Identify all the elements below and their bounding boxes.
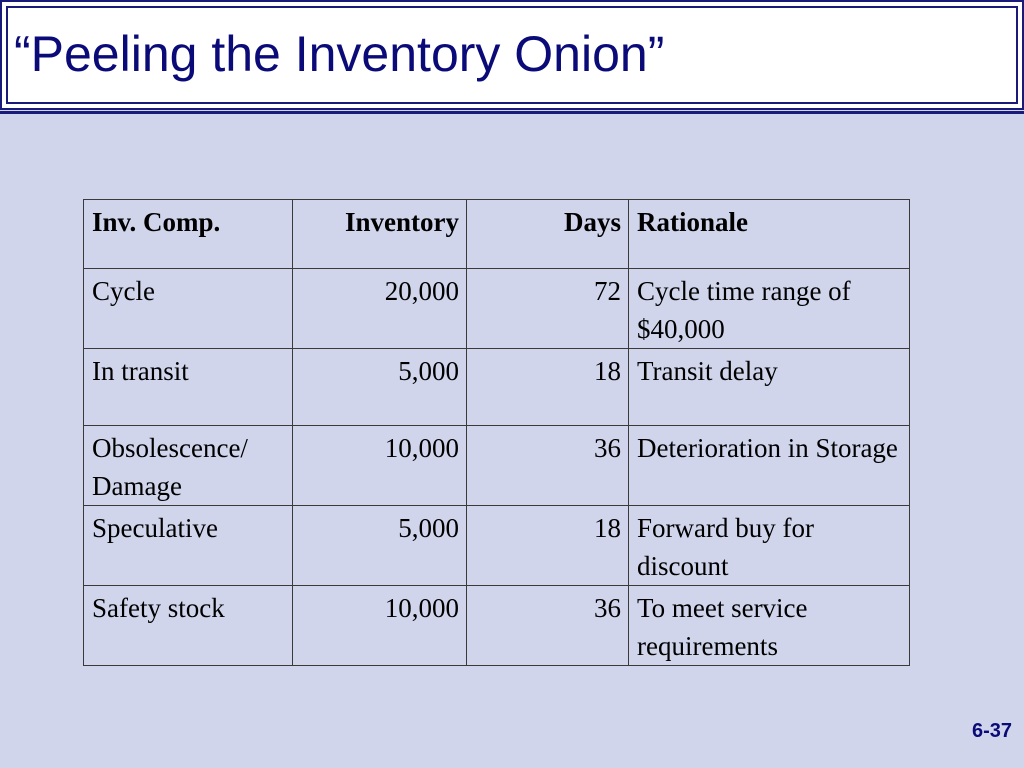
cell-rationale: Transit delay	[629, 349, 910, 426]
cell-rationale: Forward buy for discount	[629, 506, 910, 586]
cell-inventory: 20,000	[293, 269, 467, 349]
cell-rationale: Cycle time range of $40,000	[629, 269, 910, 349]
table-row	[84, 269, 910, 349]
column-header-inventory: Inventory	[293, 200, 467, 269]
cell-days: 72	[467, 269, 629, 349]
cell-inv-comp: In transit	[84, 349, 293, 426]
page-number: 6-37	[971, 720, 1012, 742]
column-header-days: Days	[467, 200, 629, 269]
table-row	[84, 506, 910, 586]
slide-title: “Peeling the Inventory Onion”	[14, 26, 665, 82]
table-row	[84, 586, 910, 666]
title-bar	[0, 0, 1024, 110]
cell-inventory: 5,000	[293, 349, 467, 426]
table-row	[84, 349, 910, 426]
cell-inventory: 10,000	[293, 426, 467, 506]
cell-inv-comp: Safety stock	[84, 586, 293, 666]
table-row	[84, 426, 910, 506]
column-header-inv-comp: Inv. Comp.	[84, 200, 293, 269]
cell-days: 36	[467, 426, 629, 506]
cell-inv-comp: Speculative	[84, 506, 293, 586]
cell-days: 36	[467, 586, 629, 666]
inventory-table	[83, 199, 910, 666]
cell-rationale: Deterioration in Storage	[629, 426, 910, 506]
column-header-rationale: Rationale	[629, 200, 910, 269]
cell-days: 18	[467, 506, 629, 586]
cell-inv-comp: Cycle	[84, 269, 293, 349]
cell-days: 18	[467, 349, 629, 426]
table-header-row	[84, 200, 910, 269]
cell-rationale: To meet service requirements	[629, 586, 910, 666]
title-underline	[0, 111, 1024, 114]
cell-inventory: 10,000	[293, 586, 467, 666]
cell-inventory: 5,000	[293, 506, 467, 586]
cell-inv-comp: Obsolescence/ Damage	[84, 426, 293, 506]
